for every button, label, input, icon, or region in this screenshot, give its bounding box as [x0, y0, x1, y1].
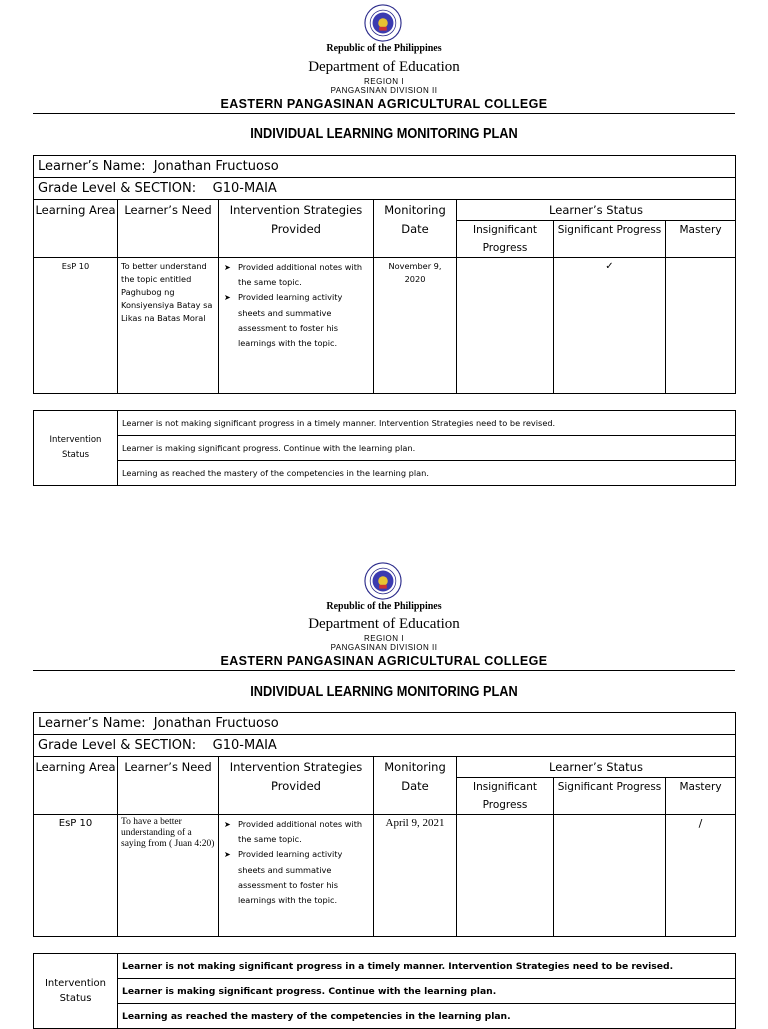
republic-line: Republic of the Philippines	[326, 601, 442, 612]
need-cell: To have a better understanding of a saying from ( Juan 4:20)	[118, 815, 219, 937]
significant-check: ✓	[554, 258, 666, 394]
col-significant: Significant Progress	[554, 778, 666, 815]
col-learner-need: Learner’s Need	[118, 200, 219, 258]
status-row-revise: Learner is not making significant progress in a timely manner. Intervention Strategies need to be revised.	[118, 954, 736, 979]
school-name: EASTERN PANGASINAN AGRICULTURAL COLLEGE	[220, 654, 548, 668]
col-strategies: Intervention Strategies Provided	[219, 757, 374, 815]
intervention-status-label: Intervention Status	[34, 411, 118, 486]
learner-table	[33, 712, 736, 937]
region-line: REGION I	[363, 77, 404, 86]
division-line: PANGASINAN DIVISION II	[330, 86, 438, 95]
plan-title: INDIVIDUAL LEARNING MONITORING PLAN	[250, 126, 518, 142]
intervention-status-table	[33, 953, 736, 1029]
strategy-item: ➤ Provided additional notes with the same topic.	[222, 817, 370, 847]
plan-title: INDIVIDUAL LEARNING MONITORING PLAN	[250, 684, 518, 700]
republic-line: Republic of the Philippines	[326, 43, 442, 54]
department-title: Department of Education	[308, 59, 460, 75]
col-insignificant: Insignificant Progress	[457, 778, 554, 815]
area-cell: EsP 10	[34, 815, 118, 937]
area-cell: EsP 10	[34, 258, 118, 394]
insignificant-cell	[457, 258, 554, 394]
col-mastery: Mastery	[666, 778, 736, 815]
col-significant: Significant Progress	[554, 221, 666, 258]
col-learner-status: Learner’s Status	[457, 200, 736, 221]
col-monitoring-date: Monitoring Date	[374, 200, 457, 258]
learner-name-value: Jonathan Fructuoso	[153, 159, 279, 174]
mastery-mark: /	[666, 815, 736, 937]
status-row-continue: Learner is making significant progress. Continue with the learning plan.	[118, 436, 736, 461]
strategy-item: ➤ Provided additional notes with the same topic.	[222, 260, 370, 290]
date-cell: April 9, 2021	[374, 815, 457, 937]
region-line: REGION I	[363, 634, 404, 643]
learner-name-value: Jonathan Fructuoso	[153, 716, 279, 731]
significant-cell	[554, 815, 666, 937]
learner-name-row: Learner’s Name: Jonathan Fructuoso	[34, 713, 736, 735]
status-row-mastery: Learning as reached the mastery of the competencies in the learning plan.	[118, 461, 736, 486]
strategies-cell	[219, 815, 374, 937]
strategy-item: ➤ Provided learning activity sheets and summative assessment to foster his learnings with the topic.	[222, 290, 370, 351]
header-rule	[33, 670, 735, 671]
need-cell: To better understand the topic entitled Paghubog ng Konsiyensiya Batay sa Likas na Batas Moral	[118, 258, 219, 394]
header-rule	[33, 113, 735, 114]
status-row-mastery: Learning as reached the mastery of the competencies in the learning plan.	[118, 1004, 736, 1029]
learner-name-row: Learner’s Name: Jonathan Fructuoso	[34, 156, 736, 178]
status-row-revise: Learner is not making significant progress in a timely manner. Intervention Strategies need to be revised.	[118, 411, 736, 436]
grade-section-row: Grade Level & SECTION: G10-MAIA	[34, 178, 736, 200]
school-name: EASTERN PANGASINAN AGRICULTURAL COLLEGE	[220, 97, 548, 111]
grade-section-value: G10-MAIA	[212, 738, 277, 753]
col-insignificant: Insignificant Progress	[457, 221, 554, 258]
learner-table	[33, 155, 736, 394]
col-monitoring-date: Monitoring Date	[374, 757, 457, 815]
strategy-item: ➤ Provided learning activity sheets and summative assessment to foster his learnings with the topic.	[222, 847, 370, 908]
col-strategies: Intervention Strategies Provided	[219, 200, 374, 258]
col-learner-status: Learner’s Status	[457, 757, 736, 778]
strategies-cell	[219, 258, 374, 394]
mastery-cell	[666, 258, 736, 394]
date-cell: November 9, 2020	[374, 258, 457, 394]
col-mastery: Mastery	[666, 221, 736, 258]
intervention-status-label: Intervention Status	[34, 954, 118, 1029]
division-line: PANGASINAN DIVISION II	[330, 643, 438, 652]
insignificant-cell	[457, 815, 554, 937]
col-learning-area: Learning Area	[34, 757, 118, 815]
grade-section-row: Grade Level & SECTION: G10-MAIA	[34, 735, 736, 757]
deped-seal-icon	[364, 4, 402, 42]
status-row-continue: Learner is making significant progress. Continue with the learning plan.	[118, 979, 736, 1004]
col-learning-area: Learning Area	[34, 200, 118, 258]
department-title: Department of Education	[308, 616, 460, 632]
col-learner-need: Learner’s Need	[118, 757, 219, 815]
intervention-status-table	[33, 410, 736, 486]
deped-seal-icon	[364, 562, 402, 600]
grade-section-value: G10-MAIA	[212, 181, 277, 196]
